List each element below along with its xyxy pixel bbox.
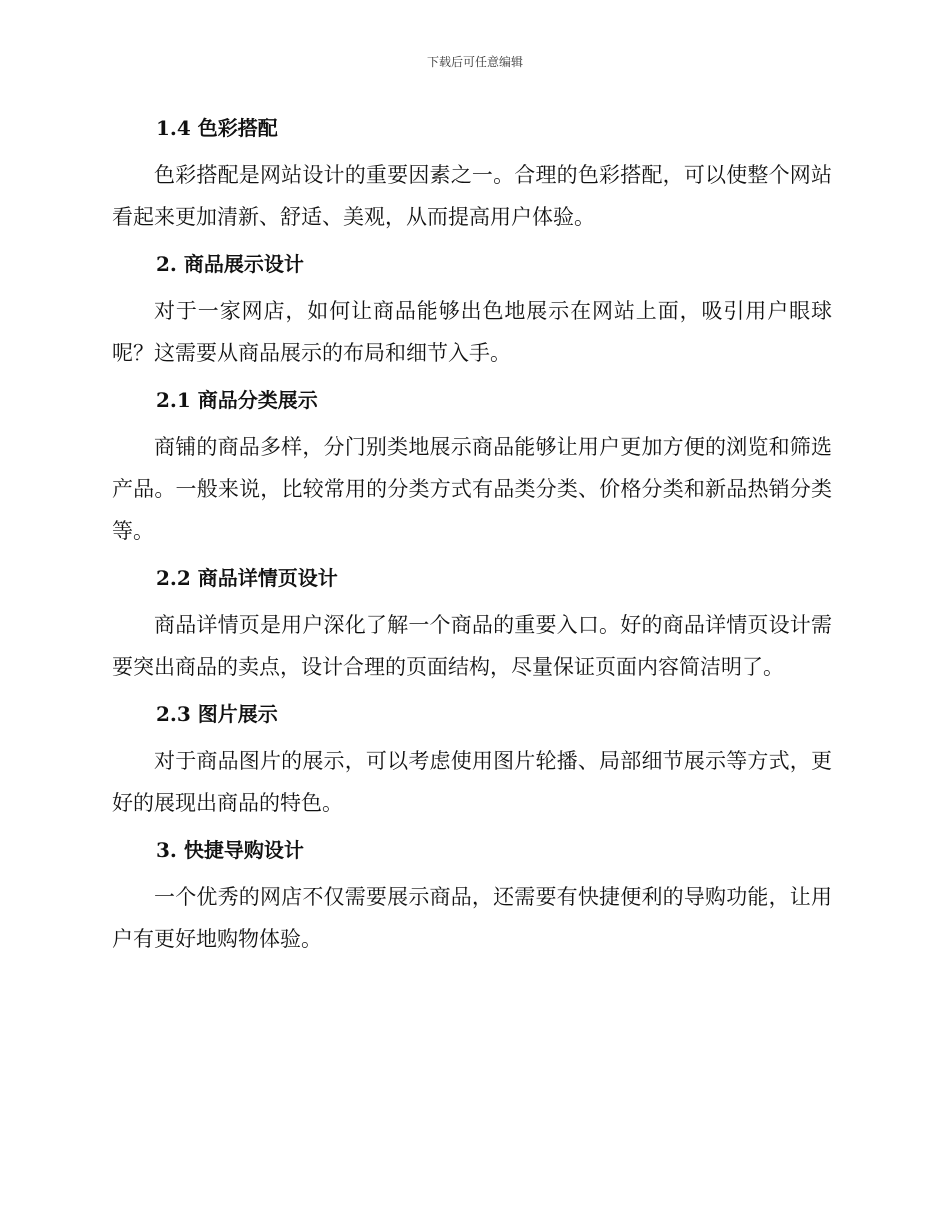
section-heading: 2.2 商品详情页设计 — [156, 566, 338, 590]
section-category-display — [112, 380, 832, 552]
section-paragraph: 一个优秀的网店不仅需要展示商品，还需要有快捷便利的导购功能，让用户有更好地购物体验。 — [112, 885, 832, 951]
section-shopping-guide — [112, 830, 832, 960]
section-product-display — [112, 244, 832, 374]
section-paragraph: 对于商品图片的展示，可以考虑使用图片轮播、局部细节展示等方式，更好的展现出商品的特色。 — [112, 749, 832, 815]
page-header: 下载后可任意编辑 — [426, 55, 523, 69]
section-heading: 2.3 图片展示 — [156, 702, 278, 726]
section-heading: 2. 商品展示设计 — [156, 252, 304, 276]
section-image-display — [112, 694, 832, 824]
section-heading: 2.1 商品分类展示 — [156, 388, 318, 412]
section-detail-page — [112, 558, 832, 688]
section-paragraph: 商品详情页是用户深化了解一个商品的重要入口。好的商品详情页设计需要突出商品的卖点，设计合理的页面结构，尽量保证页面内容简洁明了。 — [112, 613, 832, 679]
section-heading: 3. 快捷导购设计 — [156, 838, 304, 862]
section-paragraph: 色彩搭配是网站设计的重要因素之一。合理的色彩搭配，可以使整个网站看起来更加清新、舒适、美观，从而提高用户体验。 — [112, 163, 832, 229]
section-color-scheme — [112, 108, 832, 238]
section-paragraph: 商铺的商品多样，分门别类地展示商品能够让用户更加方便的浏览和筛选产品。一般来说，比较常用的分类方式有品类分类、价格分类和新品热销分类等。 — [112, 435, 832, 543]
document-body — [112, 108, 832, 966]
section-heading: 1.4 色彩搭配 — [156, 116, 278, 140]
section-paragraph: 对于一家网店，如何让商品能够出色地展示在网站上面，吸引用户眼球呢？这需要从商品展示的布局和细节入手。 — [112, 299, 832, 365]
